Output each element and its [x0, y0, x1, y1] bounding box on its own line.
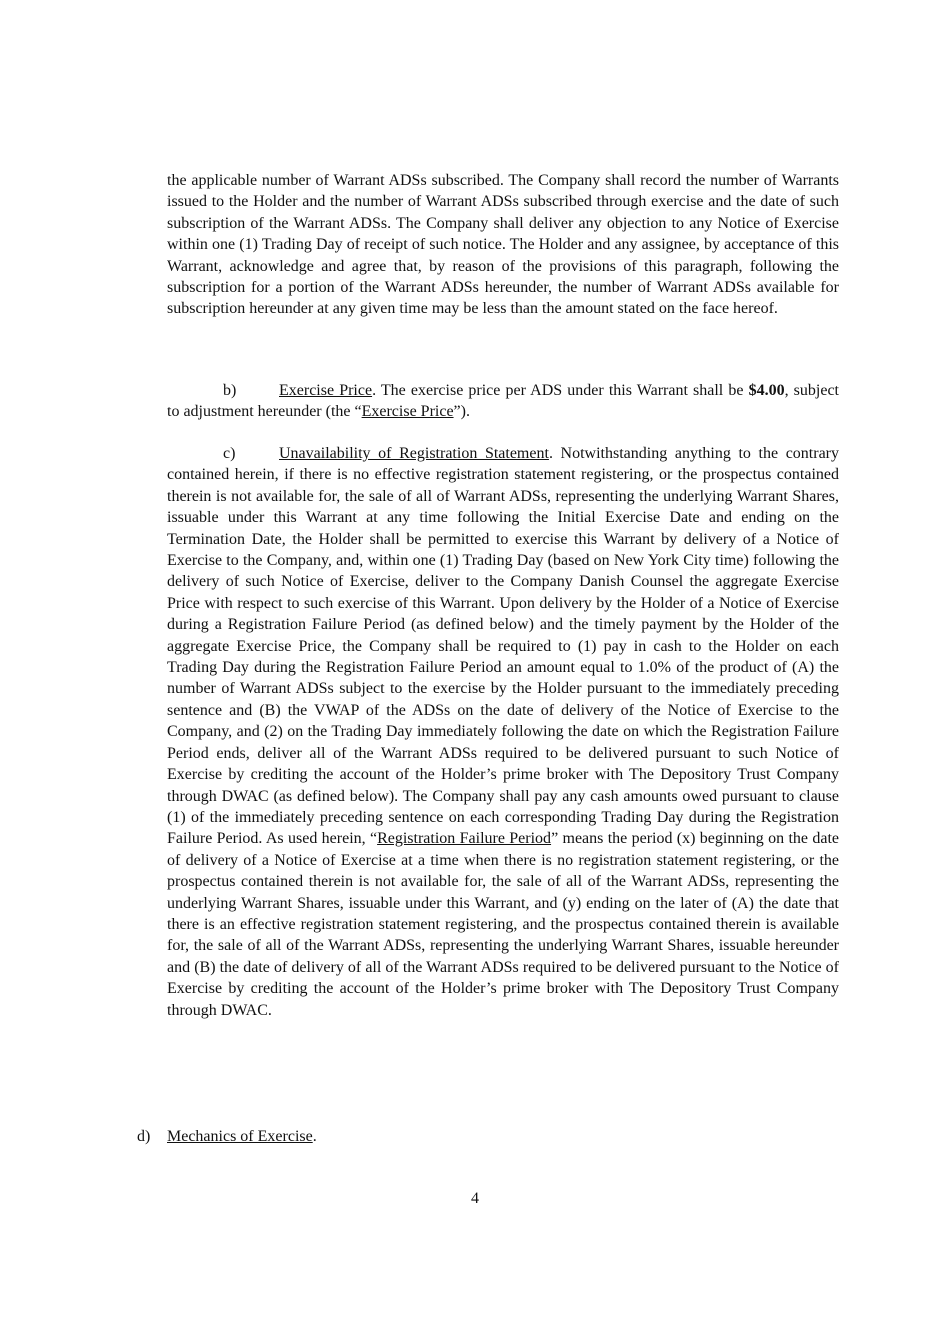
paragraph-a-continuation — [167, 170, 839, 320]
section-b-defined-term: Exercise Price — [361, 403, 454, 421]
paragraph-a-text: the applicable number of Warrant ADSs subscribed. The Company shall record the number of Warrants issued to the Holder and the number of Warrant ADSs subscribed through exercise and the date of such subscription of the Warrant ADSs. The Company shall deliver any objection to any Notice of Exercise within one (1) Trading Day of receipt of such notice. The Holder and any assignee, by acceptance of this Warrant, acknowledge and agree that, by reason of the provisions of this paragraph, following the subscription for a portion of the Warrant ADSs hereunder, the number of Warrant ADSs available for subscription hereunder at any given time may be less than the amount stated on the face hereof. — [167, 172, 839, 318]
section-b-text-2: , subject to adjustment hereunder (the “ — [167, 382, 839, 421]
section-d-heading: Mechanics of Exercise — [167, 1128, 313, 1145]
section-c-heading: Unavailability of Registration Statement — [279, 445, 549, 462]
section-d-marker: d) — [137, 1128, 151, 1145]
section-b-marker: b) — [223, 382, 237, 399]
section-b-price: $4.00 — [748, 382, 785, 399]
section-b-heading: Exercise Price — [279, 382, 373, 399]
section-c-text-1: . Notwithstanding anything to the contrary contained herein, if there is no effective registration statement registering, or the prospectus contained therein is not available for, the sale of all of Warrant ADSs, representing the underlying Warrant Shares, issuable under this Warrant at any time following the Initial Exercise Date and ending on the Termination Date, the Holder shall be permitted to exercise this Warrant by delivery of a Notice of Exercise to the Company, and, within one (1) Trading Day (based on New York City time) following the delivery of such Notice of Exercise, deliver to the Company Danish Counsel the aggregate Exercise Price with respect to such exercise of this Warrant. Upon delivery by the Holder of a Notice of Exercise during a Registration Failure Period (as defined below) and the timely payment by the Holder of the aggregate Exercise Price, the Company shall be required to (1) pay in cash to the Holder on each Trading Day during the Registration Failure Period an amount equal to 1.0% of the product of (A) the number of Warrant ADSs subject to the exercise by the Holder pursuant to the immediately preceding sentence and (B) the VWAP of the ADSs on the date of delivery of the Notice of Exercise to the Company, and (2) on the Trading Day immediately following the date on which the Registration Failure Period ends, deliver all of the Warrant ADSs required to be delivered pursuant to such Notice of Exercise by crediting the account of the Holder’s prime broker with The Depository Trust Company through DWAC (as defined below). The Company shall pay any cash amounts owed pursuant to clause (1) of the immediately preceding sentence on each corresponding Trading Day during the Registration Failure Period. As used herein, “ — [167, 445, 840, 848]
section-c-defined-term: Registration Failure Period — [377, 830, 552, 848]
section-c-text-2: ” means the period (x) beginning on the date of delivery of a Notice of Exercise at a time when there is no registration statement registering, or the prospectus contained therein is not available for, the sale of all of the Warrant ADSs, representing the underlying Warrant Shares, issuable under this Warrant, and (y) ending on the later of (A) the date that there is an effective registration statement registering, and the prospectus contained therein is available for, the sale of all of the Warrant ADSs, representing the underlying Warrant Shares, issuable hereunder and (B) the date of delivery of all of the Warrant ADSs required to be delivered pursuant to the Notice of Exercise by crediting the account of the Holder’s prime broker with The Depository Trust Company through DWAC. — [167, 830, 839, 1019]
section-d-mechanics — [137, 1126, 317, 1147]
section-d-trailing: . — [312, 1128, 317, 1145]
section-b-text-3: ”). — [453, 403, 470, 421]
section-c-unavailability — [167, 443, 839, 1021]
section-b-text-1: . The exercise price per ADS under this Warrant shall be — [372, 382, 749, 399]
page-number: 4 — [471, 1190, 479, 1207]
section-b-exercise-price — [167, 380, 839, 423]
section-c-marker: c) — [223, 445, 236, 462]
